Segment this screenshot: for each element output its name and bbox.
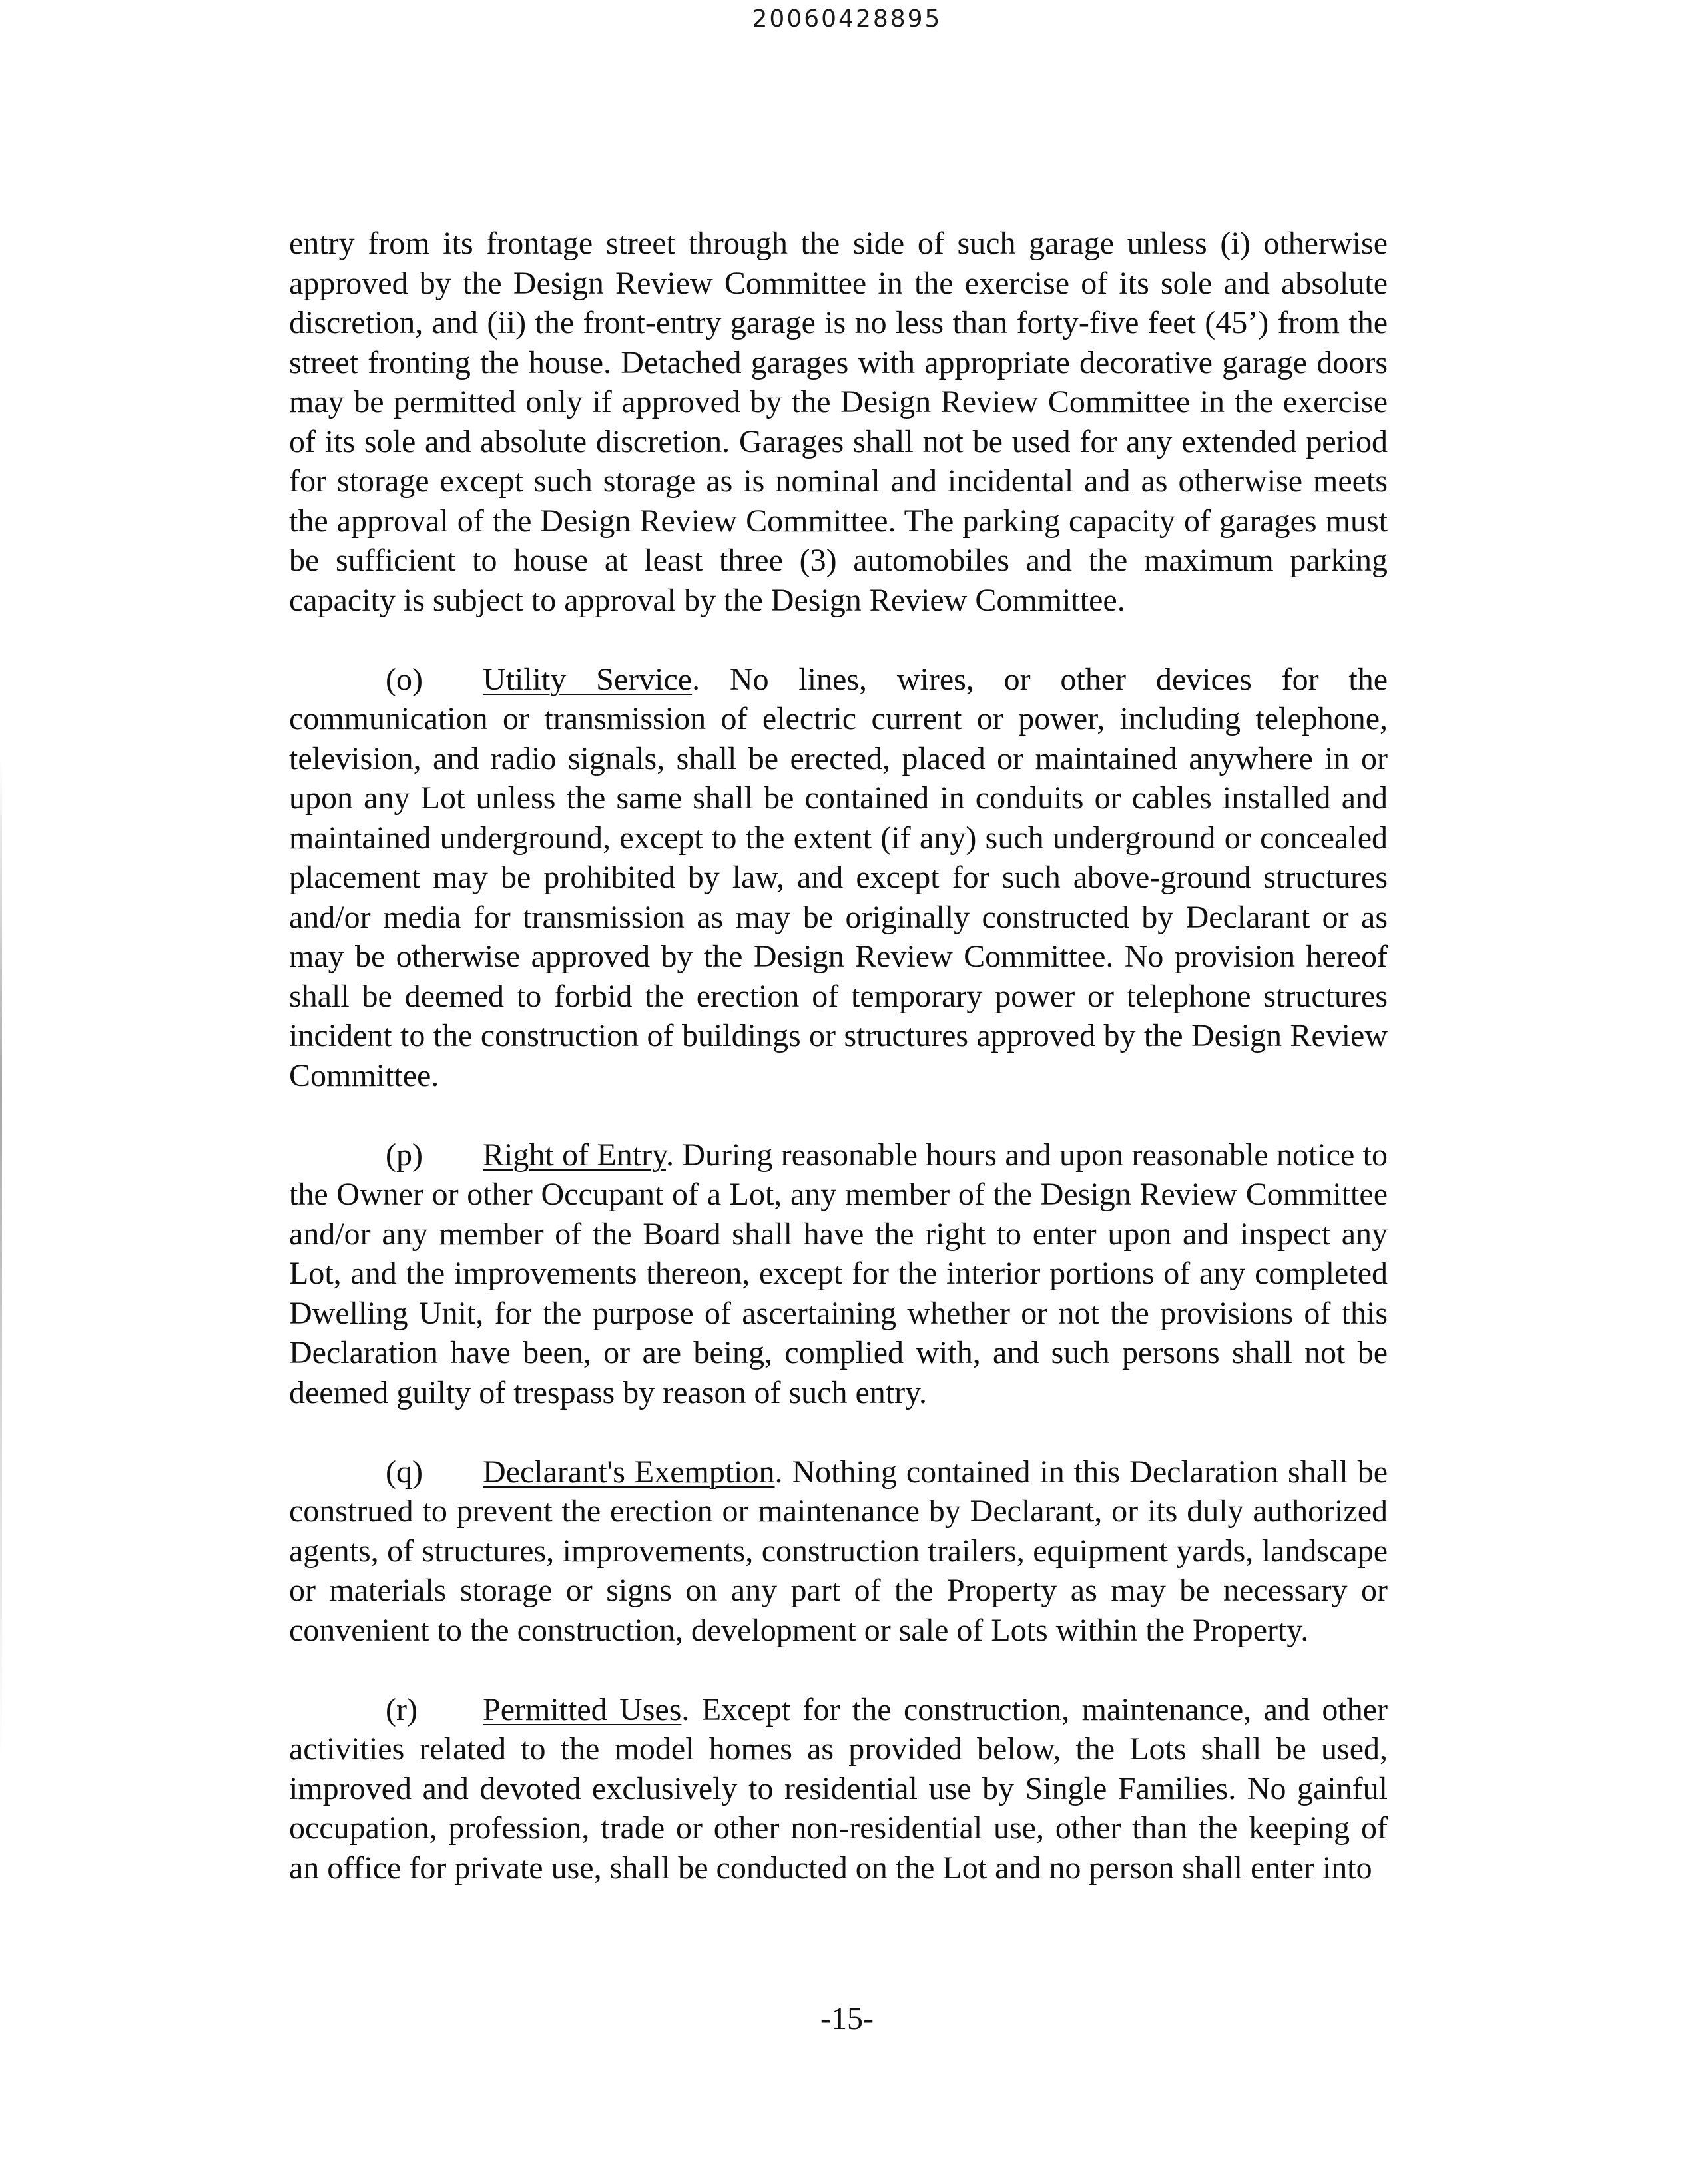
page-body bbox=[289, 224, 1388, 1928]
scan-edge-shadow bbox=[0, 759, 2, 1758]
section-o-utility-service bbox=[289, 660, 1388, 1096]
section-title: Permitted Uses bbox=[483, 1691, 682, 1727]
section-text: . During reasonable hours and upon reasonable notice to the Owner or other Occupant of a Lot, any member of the Design Review Committee and/or any member of the Board shall have the right to enter upon and inspect any Lot, and the improvements thereon, except for the interior portions of any completed Dwelling Unit, for the purpose of ascertaining whether or not the provisions of this Declaration have been, or are being, complied with, and such persons shall not be deemed guilty of trespass by reason of such entry. bbox=[289, 1137, 1388, 1410]
section-title: Right of Entry bbox=[483, 1137, 666, 1173]
section-text: . Nothing contained in this Declaration shall be construed to prevent the erection or maintenance by Declarant, or its duly authorized agents, of structures, improvements, construction trailers, equipment yards, landscape or materials storage or signs on any part of the Property as may be necessary or convenient to the construction, development or sale of Lots within the Property. bbox=[289, 1454, 1388, 1648]
document-number: 20060428895 bbox=[752, 5, 942, 33]
section-title: Declarant's Exemption bbox=[483, 1454, 775, 1490]
section-p-right-of-entry bbox=[289, 1135, 1388, 1413]
section-label: (p) bbox=[386, 1137, 423, 1173]
section-q-declarants-exemption bbox=[289, 1452, 1388, 1651]
page-number: -15- bbox=[820, 2001, 874, 2036]
section-r-permitted-uses bbox=[289, 1690, 1388, 1888]
paragraph-garage-continuation: entry from its frontage street through the side of such garage unless (i) otherwise approved by the Design Review Committee in the exercise of its sole and absolute discretion, and (ii) the front-entry garage is no less than forty-five feet (45’) from the street fronting the house. Detached garages with appropriate decorative garage doors may be permitted only if approved by the Design Review Committee in the exercise of its sole and absolute discretion. Garages shall not be used for any extended period for storage except such storage as is nominal and incidental and as otherwise meets the approval of the Design Review Committee. The parking capacity of garages must be sufficient to house at least three (3) automobiles and the maximum parking capacity is subject to approval by the Design Review Committee. bbox=[289, 226, 1388, 618]
section-label: (q) bbox=[386, 1454, 423, 1490]
section-label: (o) bbox=[386, 661, 423, 697]
section-text: . No lines, wires, or other devices for the communication or transmission of electric current or power, including telephone, television, and radio signals, shall be erected, placed or maintained anywhere in or upon any Lot unless the same shall be contained in conduits or cables installed and maintained underground, except to the extent (if any) such underground or concealed placement may be prohibited by law, and except for such above-ground structures and/or media for transmission as may be originally constructed by Declarant or as may be otherwise approved by the Design Review Committee. No provision hereof shall be deemed to forbid the erection of temporary power or telephone structures incident to the construction of buildings or structures approved by the Design Review Committee. bbox=[289, 661, 1388, 1093]
section-text: . Except for the construction, maintenance, and other activities related to the model homes as provided below, the Lots shall be used, improved and devoted exclusively to residential use by Single Families. No gainful occupation, profession, trade or other non-residential use, other than the keeping of an office for private use, shall be conducted on the Lot and no person shall enter into bbox=[289, 1691, 1388, 1886]
section-title: Utility Service bbox=[483, 661, 693, 697]
section-label: (r) bbox=[386, 1691, 418, 1727]
